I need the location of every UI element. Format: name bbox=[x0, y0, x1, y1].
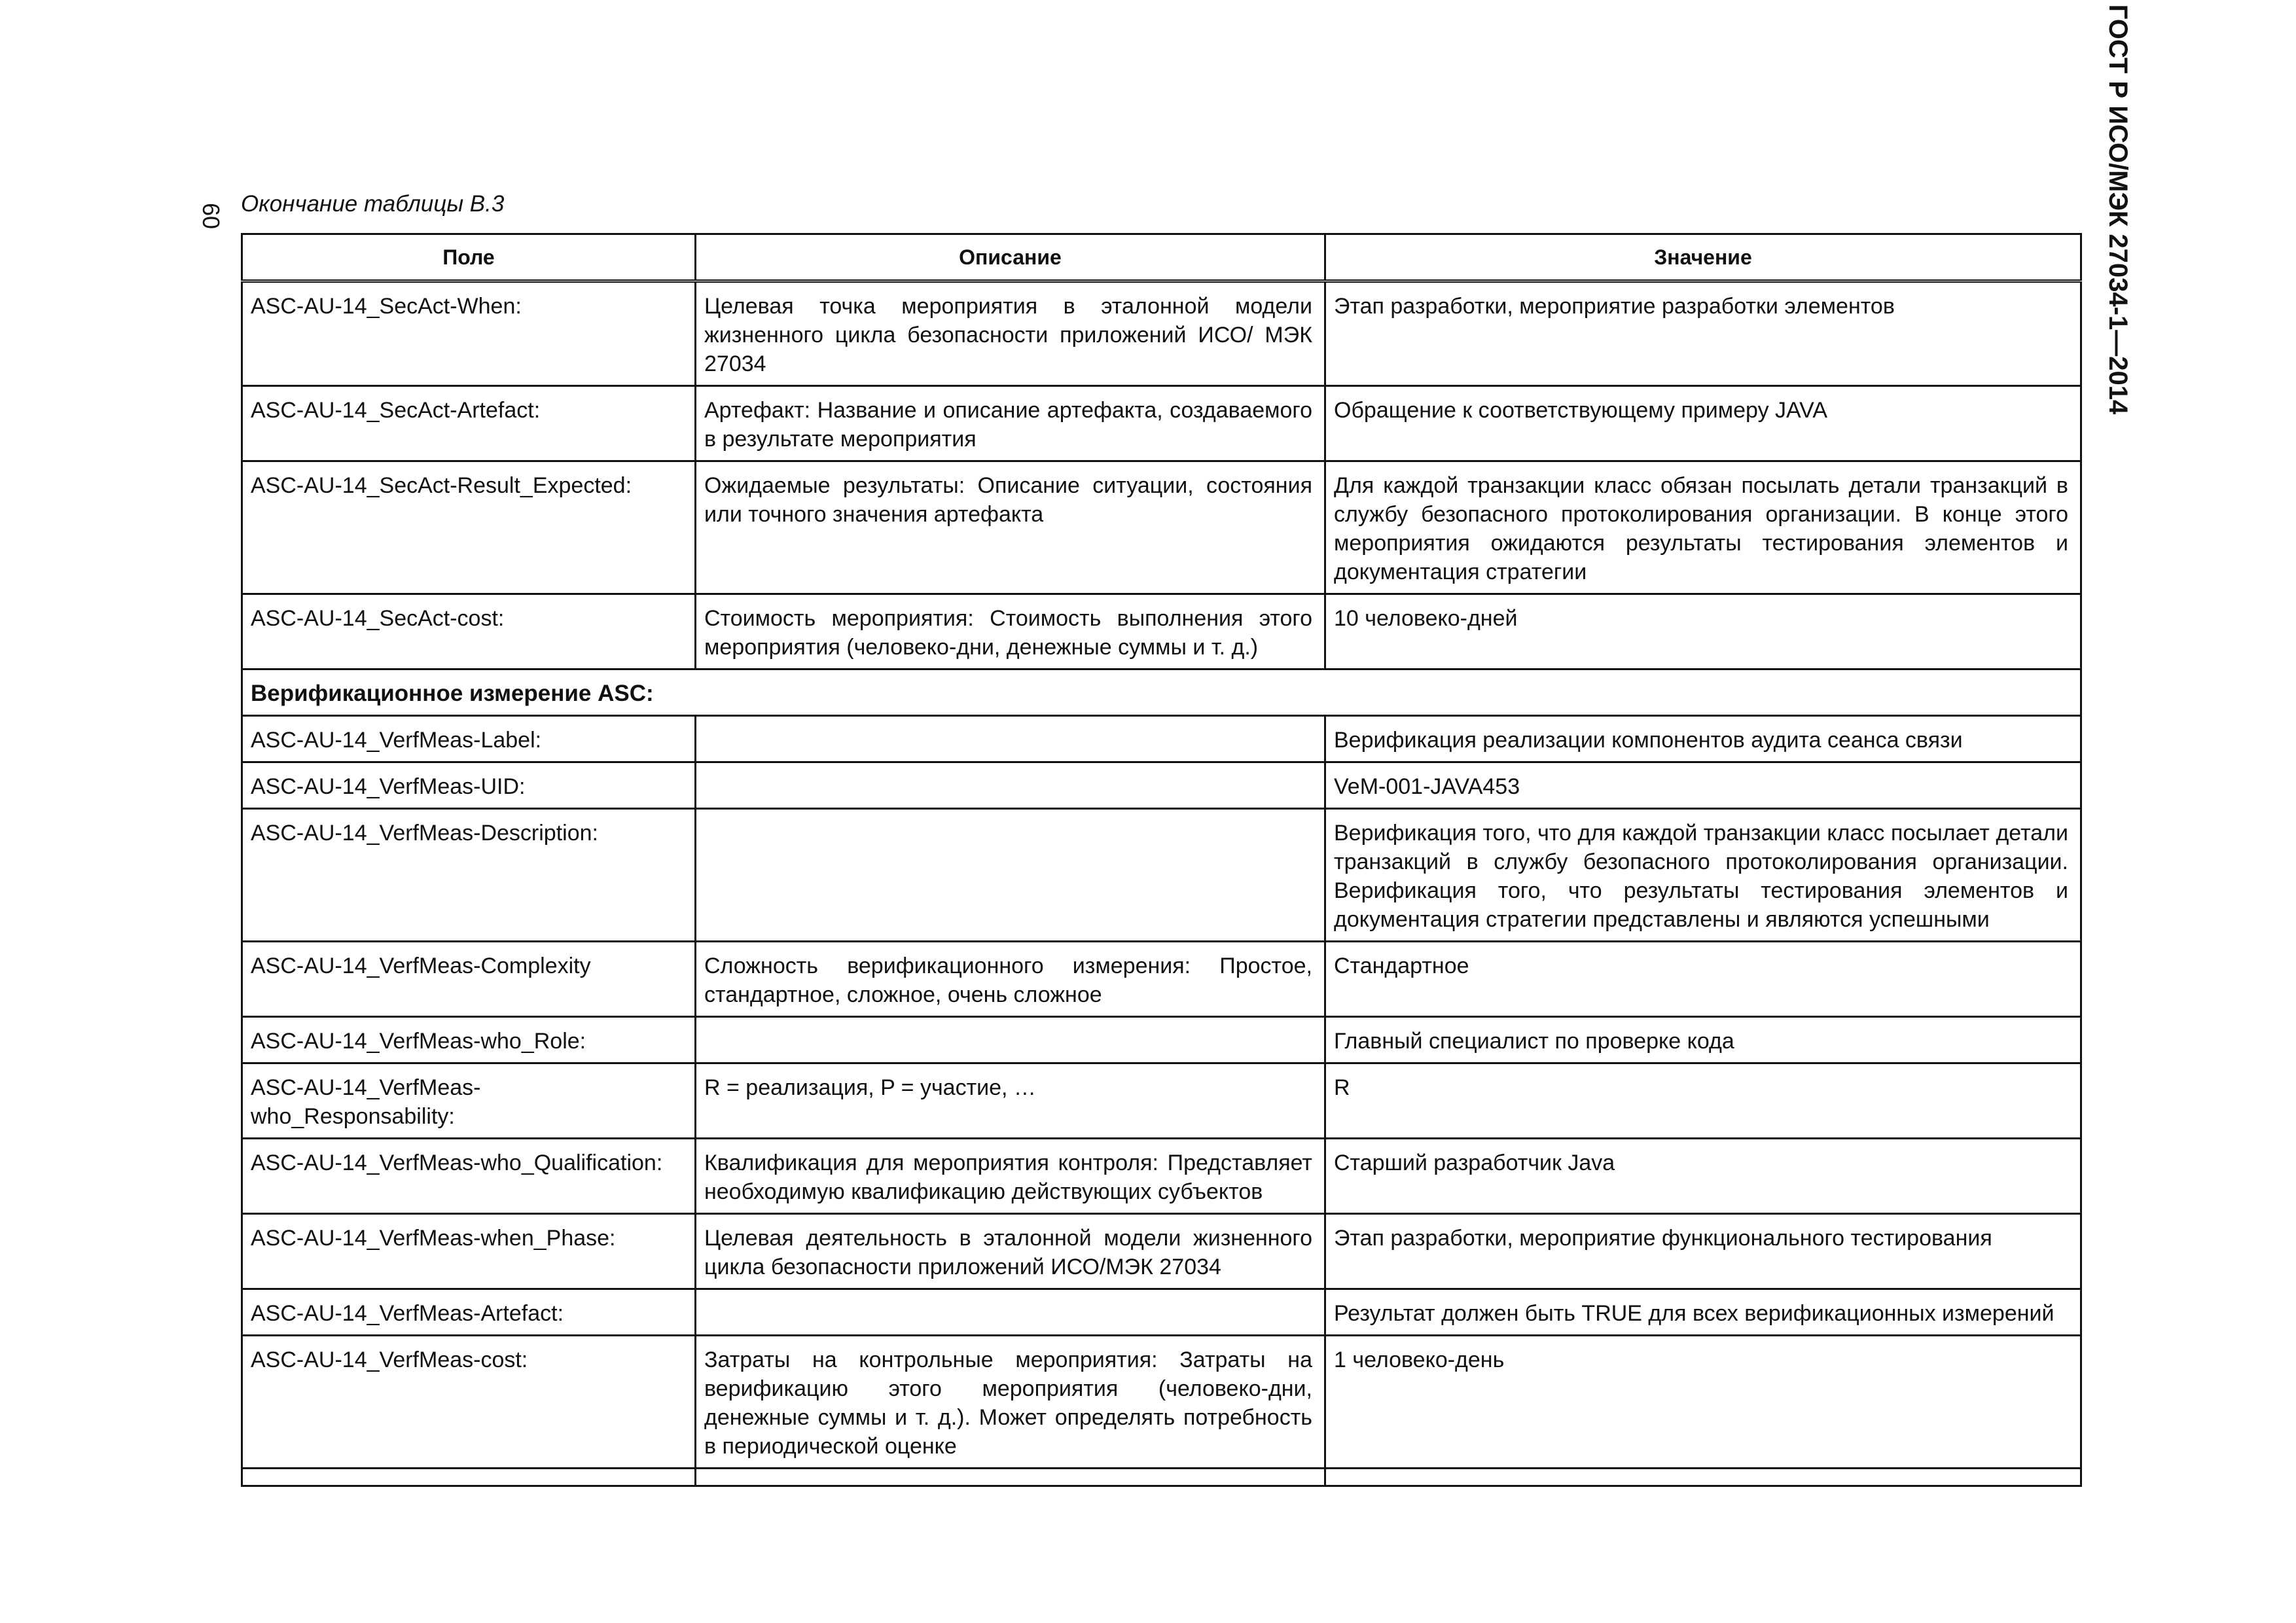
field-cell: ASC-AU-14_VerfMeas-who_Responsability: bbox=[242, 1063, 696, 1139]
field-cell: ASC-AU-14_SecAct-cost: bbox=[242, 594, 696, 669]
value-cell: Верификация того, что для каждой транзакции класс посылает детали транзакций в службу безопасного протоколирования организации. Верификация того, что результаты тестирования элементов и документация стратегии представлены и являются успешными bbox=[1325, 809, 2081, 942]
value-cell: Этап разработки, мероприятие разработки элементов bbox=[1325, 281, 2081, 386]
value-cell: R bbox=[1325, 1063, 2081, 1139]
table-row bbox=[242, 1017, 2081, 1063]
value-cell: Для каждой транзакции класс обязан посылать детали транзакций в службу безопасного протоколирования организации. В конце этого мероприятия ожидаются результаты тестирования элементов и документация стратегии bbox=[1325, 461, 2081, 594]
table-row bbox=[242, 281, 2081, 386]
value-cell: Верификация реализации компонентов аудита сеанса связи bbox=[1325, 716, 2081, 762]
field-cell: ASC-AU-14_VerfMeas-UID: bbox=[242, 762, 696, 809]
field-cell: ASC-AU-14_VerfMeas-when_Phase: bbox=[242, 1214, 696, 1289]
column-header-description: Описание bbox=[696, 234, 1325, 281]
value-cell: 10 человеко-дней bbox=[1325, 594, 2081, 669]
description-cell: Целевая деятельность в эталонной модели жизненного цикла безопасности приложений ИСО/МЭК 27034 bbox=[696, 1214, 1325, 1289]
description-cell bbox=[696, 809, 1325, 942]
value-cell: Обращение к соответствующему примеру JAVA bbox=[1325, 386, 2081, 461]
value-cell: Этап разработки, мероприятие функционального тестирования bbox=[1325, 1214, 2081, 1289]
description-cell: Квалификация для мероприятия контроля: Представляет необходимую квалификацию действующих субъектов bbox=[696, 1139, 1325, 1214]
description-cell: Артефакт: Название и описание артефакта, создаваемого в результате мероприятия bbox=[696, 386, 1325, 461]
value-cell bbox=[1325, 1469, 2081, 1486]
table-row bbox=[242, 1063, 2081, 1139]
table-row bbox=[242, 1214, 2081, 1289]
field-cell: ASC-AU-14_VerfMeas-who_Role: bbox=[242, 1017, 696, 1063]
value-cell: Результат должен быть TRUE для всех верификационных измерений bbox=[1325, 1289, 2081, 1336]
description-cell: Целевая точка мероприятия в эталонной модели жизненного цикла безопасности приложений ИСО/ МЭК 27034 bbox=[696, 281, 1325, 386]
description-cell bbox=[696, 1469, 1325, 1486]
table-header-row bbox=[242, 234, 2081, 281]
table-row bbox=[242, 1139, 2081, 1214]
field-cell: ASC-AU-14_SecAct-Result_Expected: bbox=[242, 461, 696, 594]
description-cell: Стоимость мероприятия: Стоимость выполнения этого мероприятия (человеко-дни, денежные суммы и т. д.) bbox=[696, 594, 1325, 669]
field-cell: ASC-AU-14_VerfMeas-Description: bbox=[242, 809, 696, 942]
table-row bbox=[242, 1336, 2081, 1469]
field-cell: ASC-AU-14_SecAct-When: bbox=[242, 281, 696, 386]
section-title: Верификационное измерение ASC: bbox=[242, 669, 2081, 716]
description-cell: Затраты на контрольные мероприятия: Затраты на верификацию этого мероприятия (человеко-дни, денежные суммы и т. д.). Может определять потребность в периодической оценке bbox=[696, 1336, 1325, 1469]
field-cell: ASC-AU-14_VerfMeas-cost: bbox=[242, 1336, 696, 1469]
table-row bbox=[242, 461, 2081, 594]
column-header-field: Поле bbox=[242, 234, 696, 281]
value-cell: VeM-001-JAVA453 bbox=[1325, 762, 2081, 809]
standard-designation: ГОСТ Р ИСО/МЭК 27034-1—2014 bbox=[2104, 4, 2132, 415]
value-cell: Главный специалист по проверке кода bbox=[1325, 1017, 2081, 1063]
table-row bbox=[242, 762, 2081, 809]
specification-table bbox=[241, 233, 2082, 1487]
column-header-value: Значение bbox=[1325, 234, 2081, 281]
description-cell: R = реализация, P = участие, … bbox=[696, 1063, 1325, 1139]
field-cell: ASC-AU-14_VerfMeas-Artefact: bbox=[242, 1289, 696, 1336]
table-row bbox=[242, 809, 2081, 942]
page-number: 60 bbox=[198, 202, 224, 230]
description-cell bbox=[696, 1017, 1325, 1063]
description-cell: Ожидаемые результаты: Описание ситуации, состояния или точного значения артефакта bbox=[696, 461, 1325, 594]
table-row bbox=[242, 1289, 2081, 1336]
table-row bbox=[242, 386, 2081, 461]
value-cell: 1 человеко-день bbox=[1325, 1336, 2081, 1469]
description-cell: Сложность верификационного измерения: Простое, стандартное, сложное, очень сложное bbox=[696, 942, 1325, 1017]
description-cell bbox=[696, 762, 1325, 809]
table-caption: Окончание таблицы В.3 bbox=[241, 191, 505, 217]
field-cell: ASC-AU-14_VerfMeas-Label: bbox=[242, 716, 696, 762]
description-cell bbox=[696, 1289, 1325, 1336]
section-row bbox=[242, 669, 2081, 716]
description-cell bbox=[696, 716, 1325, 762]
table-row bbox=[242, 1469, 2081, 1486]
field-cell: ASC-AU-14_VerfMeas-who_Qualification: bbox=[242, 1139, 696, 1214]
table-row bbox=[242, 594, 2081, 669]
field-cell bbox=[242, 1469, 696, 1486]
value-cell: Стандартное bbox=[1325, 942, 2081, 1017]
field-cell: ASC-AU-14_SecAct-Artefact: bbox=[242, 386, 696, 461]
field-cell: ASC-AU-14_VerfMeas-Complexity bbox=[242, 942, 696, 1017]
value-cell: Старший разработчик Java bbox=[1325, 1139, 2081, 1214]
table-row bbox=[242, 942, 2081, 1017]
table-row bbox=[242, 716, 2081, 762]
